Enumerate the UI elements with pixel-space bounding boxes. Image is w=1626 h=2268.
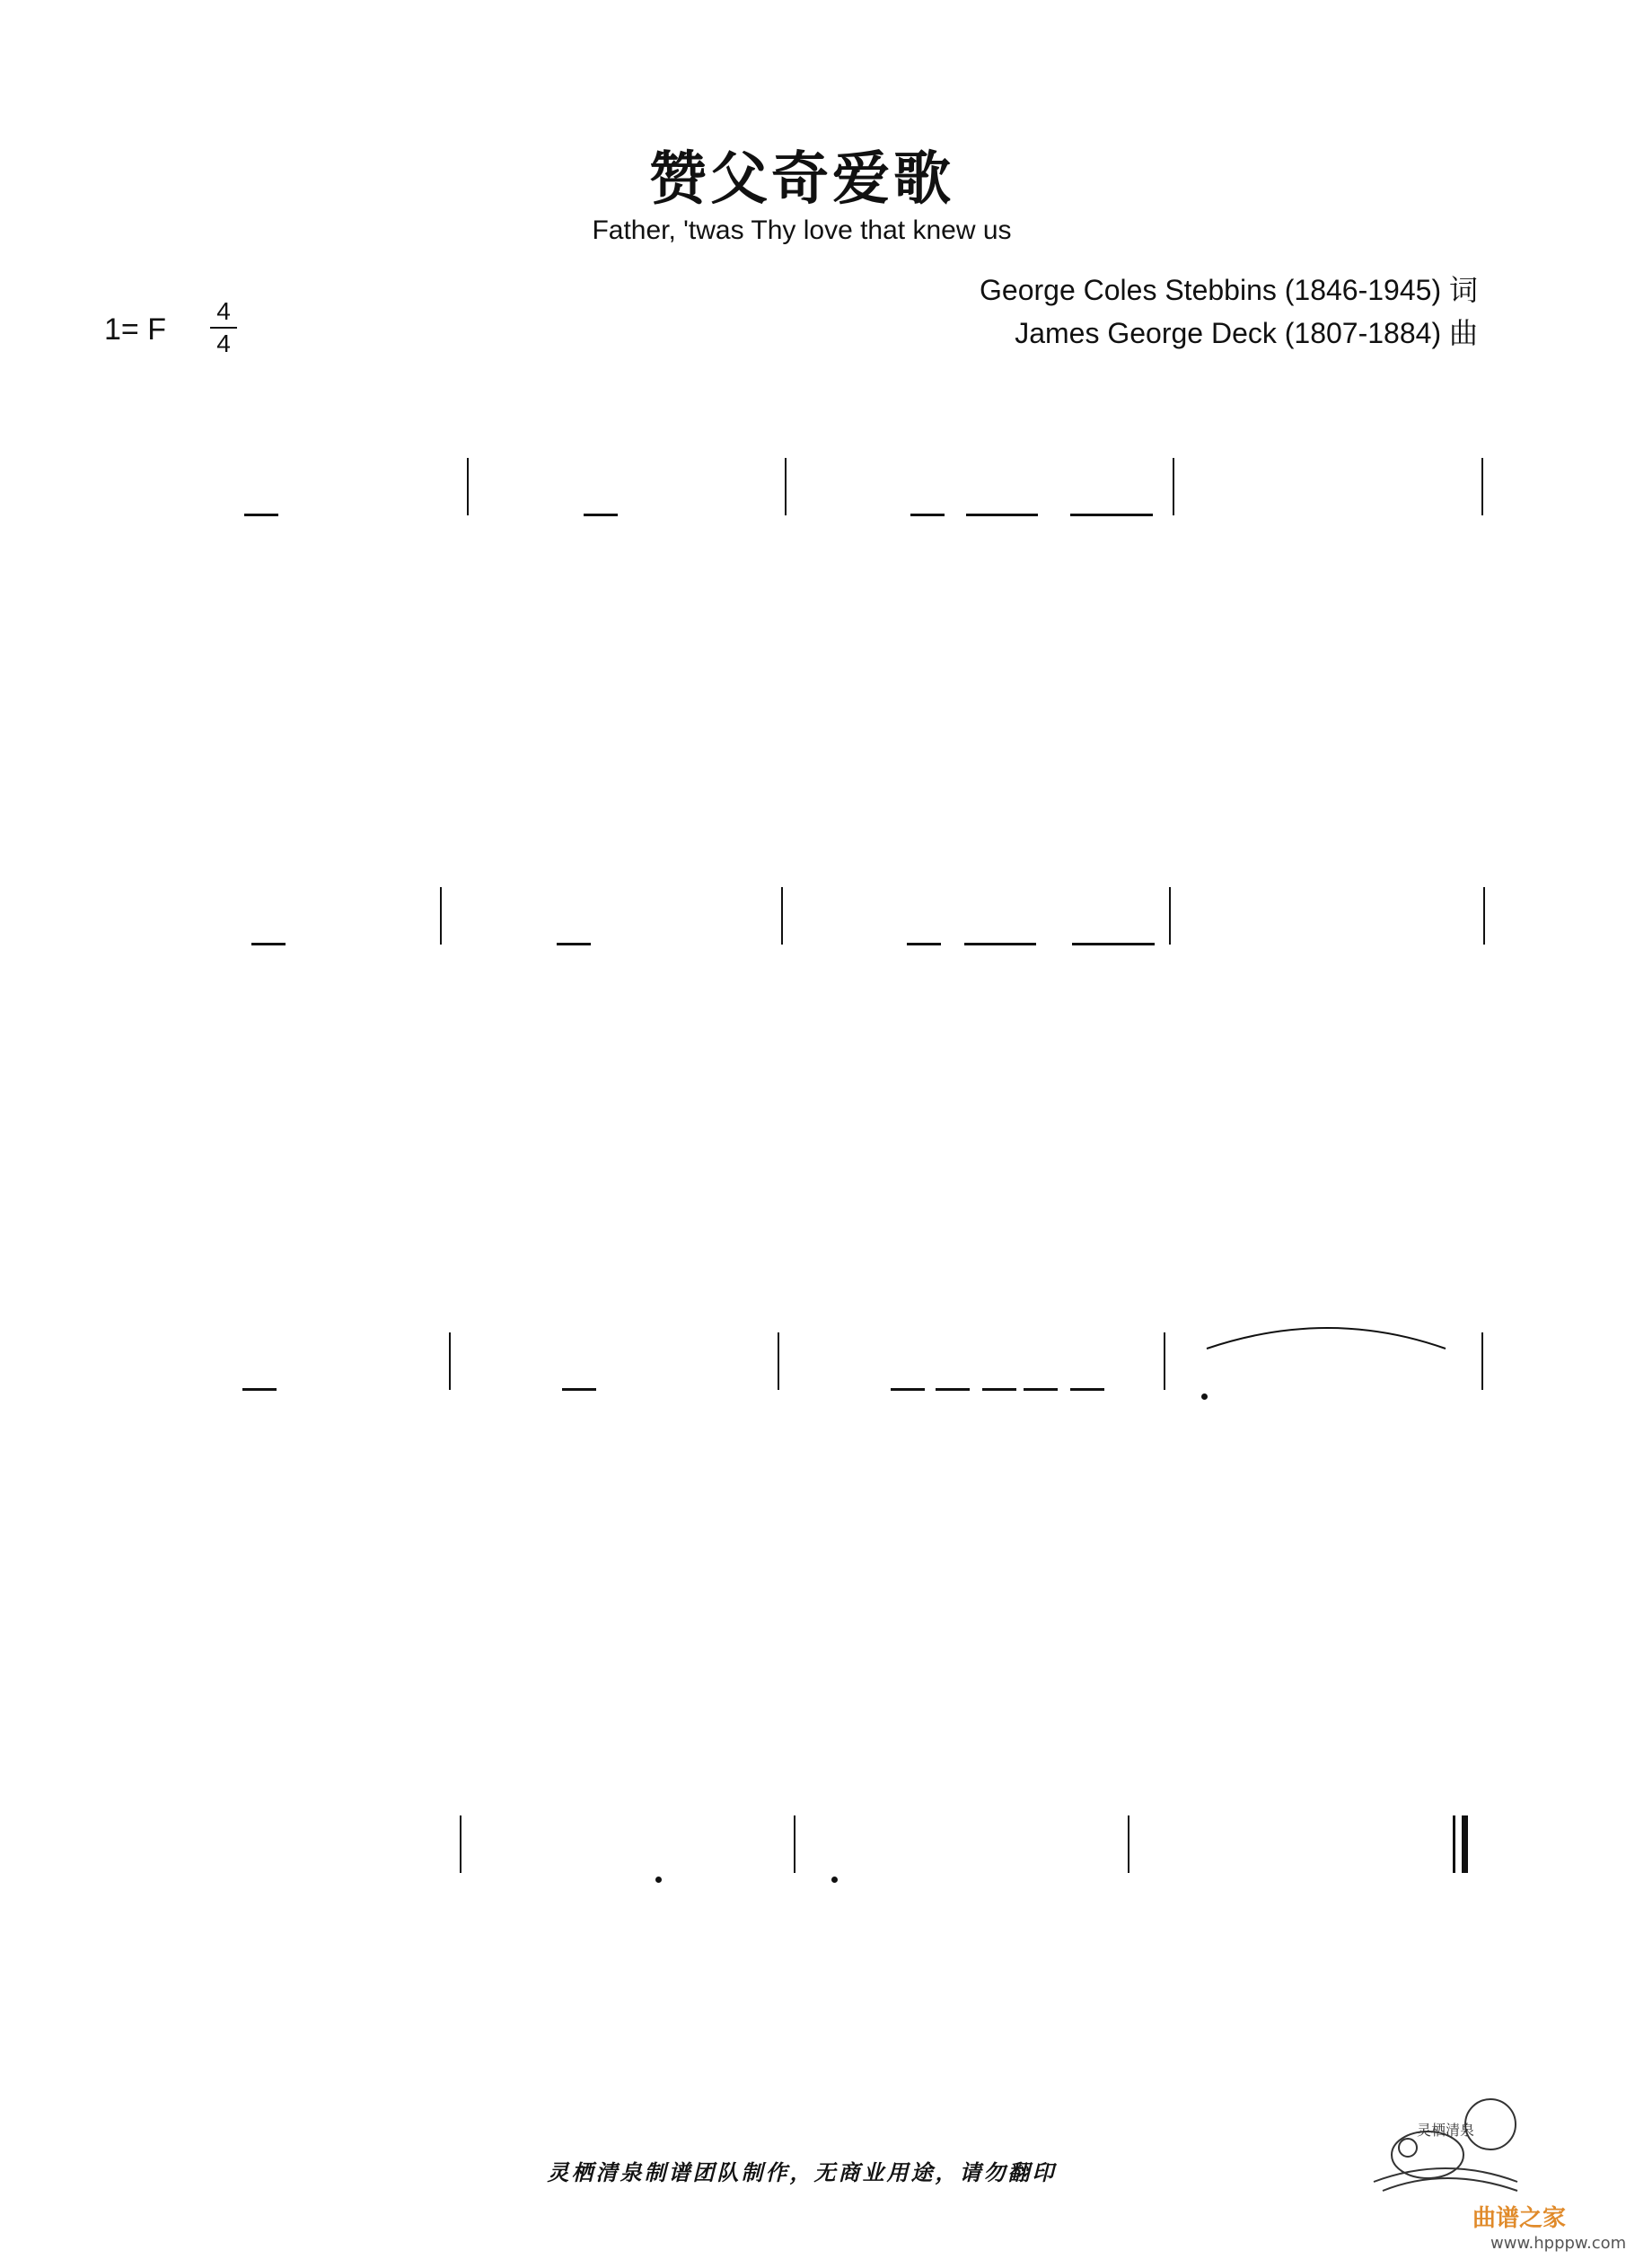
- beam-underline: [964, 943, 1036, 945]
- barline: [1481, 458, 1483, 515]
- barline: [794, 1815, 795, 1873]
- time-signature-bottom: 4: [216, 330, 231, 357]
- barline: [778, 1332, 779, 1390]
- logo-text: 灵栖清泉: [1417, 2122, 1475, 2139]
- barline: [467, 458, 469, 515]
- brand-url: www.hpppw.com: [1490, 2234, 1626, 2253]
- barline: [781, 887, 783, 945]
- beam-underline: [1070, 1388, 1104, 1391]
- beam-underline: [982, 1388, 1016, 1391]
- time-signature: [210, 298, 237, 357]
- beam-underline: [557, 943, 591, 945]
- barline: [1128, 1815, 1129, 1873]
- barline: [449, 1332, 451, 1390]
- beam-underline: [242, 1388, 277, 1391]
- barline: [460, 1815, 461, 1873]
- logo-stamp: [1365, 2092, 1526, 2203]
- octave-dot: [1201, 1393, 1208, 1400]
- barline: [440, 887, 442, 945]
- octave-dot: [655, 1877, 662, 1883]
- beam-underline: [584, 514, 618, 516]
- barline: [1164, 1332, 1165, 1390]
- beam-underline: [251, 943, 286, 945]
- barline: [1481, 1332, 1483, 1390]
- barline: [785, 458, 787, 515]
- beam-underline: [936, 1388, 970, 1391]
- page-subtitle: Father, 'twas Thy love that knew us: [592, 215, 1012, 245]
- key-signature: 1= F: [104, 312, 166, 347]
- beam-underline: [244, 514, 278, 516]
- beam-underline: [891, 1388, 925, 1391]
- page-title: 赞父奇爱歌: [649, 146, 954, 213]
- barline: [1462, 1815, 1468, 1873]
- beam-underline: [966, 514, 1038, 516]
- beam-underline: [1070, 514, 1153, 516]
- beam-underline: [1072, 943, 1155, 945]
- octave-dot: [831, 1877, 838, 1883]
- composer-credit: James George Deck (1807-1884) 曲: [1015, 317, 1478, 349]
- tie-arc: [1203, 1316, 1455, 1352]
- barline: [1453, 1815, 1455, 1873]
- sheep-logo-icon: [1365, 2092, 1526, 2200]
- barline: [1483, 887, 1485, 945]
- barline: [1169, 887, 1171, 945]
- brand-watermark: 曲谱之家: [1472, 2205, 1567, 2232]
- time-signature-top: 4: [216, 297, 231, 325]
- lyricist-credit: George Coles Stebbins (1846-1945) 词: [980, 274, 1478, 306]
- beam-underline: [910, 514, 945, 516]
- footer-note: 灵栖清泉制谱团队制作，无商业用途，请勿翻印: [547, 2160, 1057, 2185]
- beam-underline: [907, 943, 941, 945]
- barline: [1173, 458, 1174, 515]
- beam-underline: [562, 1388, 596, 1391]
- beam-underline: [1024, 1388, 1058, 1391]
